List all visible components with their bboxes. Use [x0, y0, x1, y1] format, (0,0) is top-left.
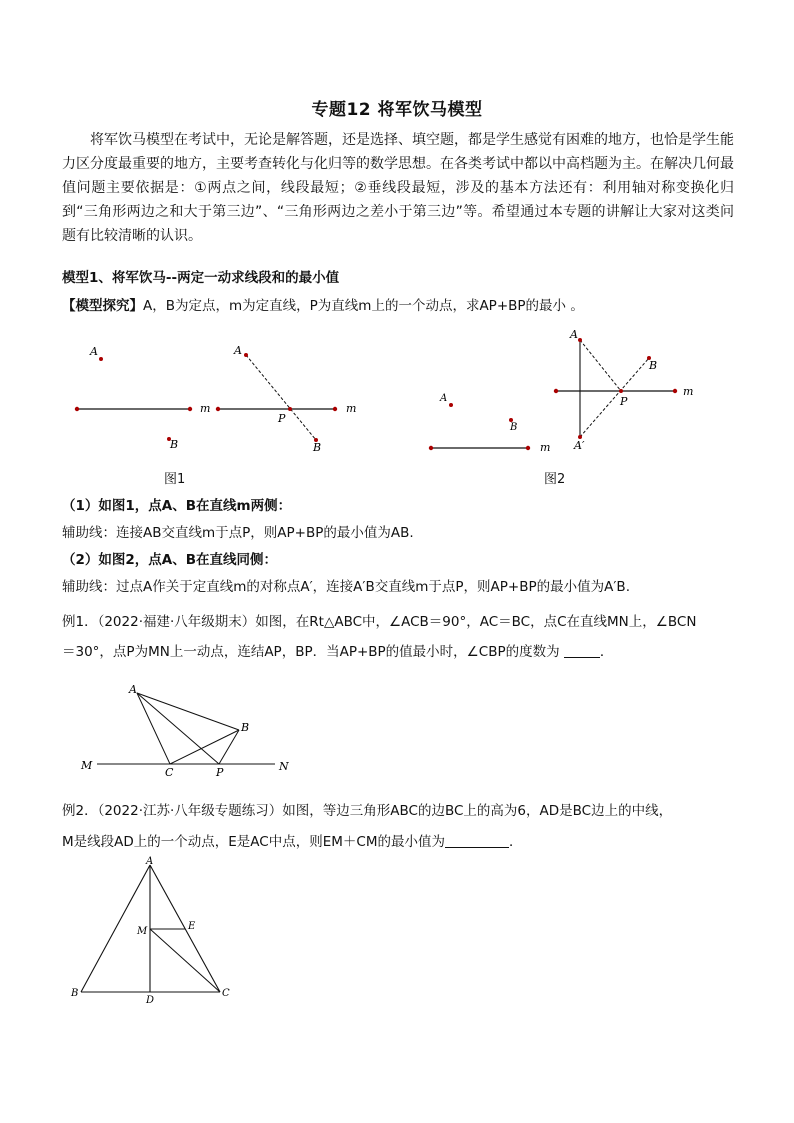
ex2-label-M: M	[137, 926, 148, 937]
example2-line1: 例2．（2022·江苏·八年级专题练习）如图，等边三角形ABC的边BC上的高为6，AD是BC边上的中线，	[62, 803, 673, 819]
fig2-label-A-left: A	[440, 393, 448, 404]
fig2-point-m-right-end2	[673, 389, 677, 393]
ex1-segment-AB	[137, 693, 239, 730]
case1-title: （1）如图1，点A、B在直线m两侧：	[62, 498, 292, 514]
example2-line2-end: ．	[508, 834, 523, 850]
fig1-point-P	[288, 407, 292, 411]
fig2-label-m-right: m	[683, 385, 694, 398]
figure-2	[420, 320, 720, 460]
fig2-label-P: P	[620, 395, 628, 408]
example1-line2-text: ＝30°，点P为MN上一动点，连结AP，BP．当AP+BP的值最小时，∠CBP的度数为	[62, 644, 560, 660]
fig1-caption: 图1	[164, 472, 186, 487]
fig1-point-m-right-end2	[333, 407, 337, 411]
fig1-point-m-left-end2	[188, 407, 192, 411]
fig1-label-A-left: A	[90, 345, 98, 358]
fig1-label-m-left: m	[200, 402, 211, 415]
example1-answer-blank	[564, 644, 600, 658]
fig1-label-m-right: m	[346, 402, 357, 415]
case1-aux: 辅助线：连接AB交直线m于点P，则AP+BP的最小值为AB.	[62, 525, 414, 541]
fig2-label-B-right: B	[649, 359, 658, 372]
fig2-point-m-left-end	[429, 446, 433, 450]
intro-paragraph: 将军饮马模型在考试中，无论是解答题，还是选择、填空题，都是学生感觉有困难的地方，也恰是学生能力区分度最重要的地方，主要考查转化与化归等的数学思想。在各类考试中都以中高档题为主。在解决几何最值问题主要依据是：①两点之间，线段最短；②垂线段最短，涉及的基本方法还有：利用轴对称变换化归到“三角形两边之和大于第三边”、“三角形两边之差小于第三边”等。希望通过本专题的讲解让大家对这类问题有比较清晰的认识。	[62, 132, 734, 244]
ex1-label-M: M	[81, 759, 93, 772]
case2-aux: 辅助线：过点A作关于定直线m的对称点A′，连接A′B交直线m于点P，则AP+BP的最小值为A′B.	[62, 579, 630, 595]
explore-text: A，B为定点，m为定直线，P为直线m上的一个动点，求AP+BP的最小 。	[143, 298, 584, 314]
fig2-segment-A-prime-B	[580, 358, 649, 437]
ex2-label-A: A	[146, 856, 154, 867]
figure-1	[60, 330, 380, 470]
fig2-point-P	[619, 389, 623, 393]
fig2-point-m-left-end2	[526, 446, 530, 450]
example2-figure	[60, 855, 250, 1005]
example1-line2-end: ．	[599, 644, 614, 660]
example2-answer-blank	[445, 834, 509, 848]
fig2-label-A-prime: A′	[574, 439, 585, 452]
page-title: 专题12 将军饮马模型	[311, 100, 483, 120]
fig2-label-m-left: m	[540, 441, 551, 454]
fig2-point-A-left	[449, 403, 453, 407]
fig1-point-m-right-end	[216, 407, 220, 411]
model-explore	[62, 296, 742, 316]
ex2-label-C: C	[222, 988, 230, 999]
ex1-label-B: B	[241, 721, 250, 734]
fig2-label-B-left: B	[510, 422, 518, 433]
ex2-label-B: B	[71, 988, 79, 999]
ex1-label-N: N	[279, 760, 289, 773]
fig1-segment-AB	[246, 355, 316, 440]
ex2-label-E: E	[188, 921, 196, 932]
fig1-label-A-right: A	[234, 344, 242, 357]
example2-line2	[62, 832, 742, 852]
case2-title: （2）如图2，点A、B在直线同侧：	[62, 552, 278, 568]
fig2-point-A-right	[578, 338, 582, 342]
ex2-label-D: D	[146, 995, 155, 1006]
fig2-caption: 图2	[544, 472, 566, 487]
fig1-point-A-left	[99, 357, 103, 361]
ex1-label-P: P	[216, 766, 224, 779]
ex2-segment-MC	[150, 929, 220, 992]
model1-heading: 模型1、将军饮马--两定一动求线段和的最小值	[62, 270, 340, 286]
fig2-segment-AP	[580, 340, 621, 391]
example1-line1: 例1．（2022·福建·八年级期末）如图，在Rt△ABC中，∠ACB＝90°，AC＝BC，点C在直线MN上，∠BCN	[62, 614, 697, 630]
fig2-label-A-right: A	[570, 328, 578, 341]
ex1-segment-AP	[137, 693, 219, 764]
fig2-point-m-right-end	[554, 389, 558, 393]
ex1-label-C: C	[165, 766, 174, 779]
ex1-label-A: A	[129, 683, 137, 696]
fig1-label-B-left: B	[170, 438, 179, 451]
explore-tag: 【模型探究】	[62, 298, 143, 314]
fig1-point-A-right	[244, 353, 248, 357]
example2-line2-text: M是线段AD上的一个动点，E是AC中点，则EM＋CM的最小值为	[62, 834, 445, 850]
fig1-label-B-right: B	[313, 441, 322, 454]
fig1-label-P: P	[278, 412, 286, 425]
example1-line2	[62, 642, 742, 662]
example1-figure	[75, 680, 305, 780]
fig1-point-m-left-end	[75, 407, 79, 411]
